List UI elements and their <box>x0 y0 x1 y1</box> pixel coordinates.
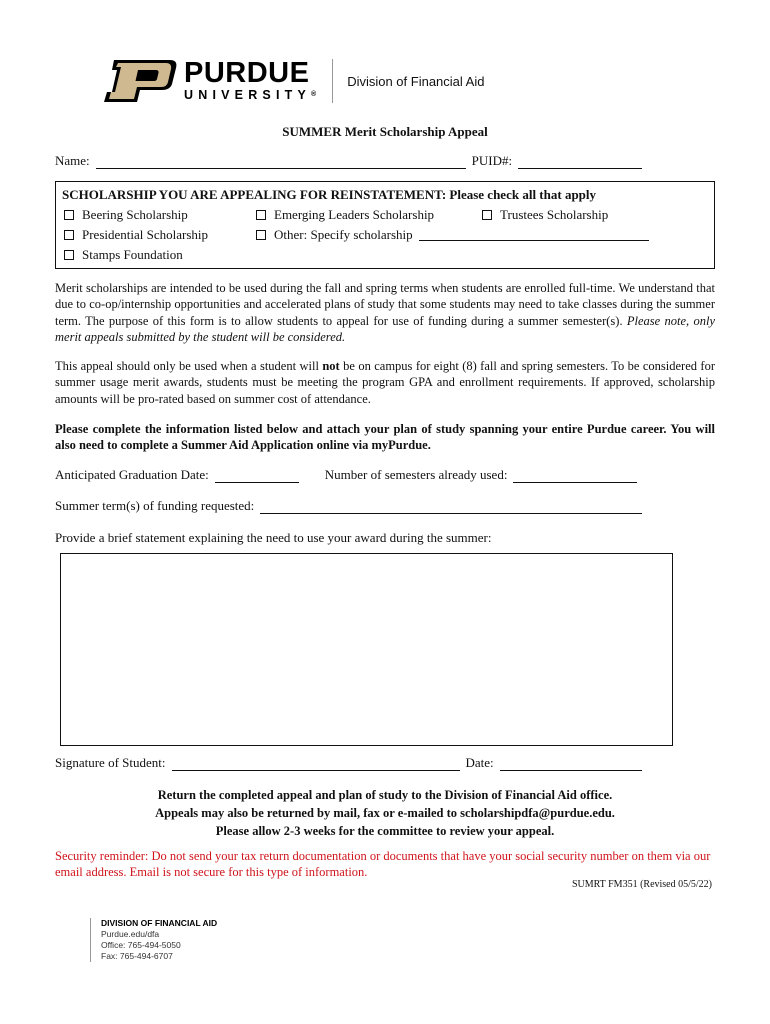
statement-prompt-row <box>55 530 491 546</box>
grad-date-label: Anticipated Graduation Date: <box>55 467 209 482</box>
statement-prompt: Provide a brief statement explaining the need to use your award during the summer: <box>55 530 492 545</box>
name-label: Name: <box>55 153 90 168</box>
signature-field[interactable] <box>172 759 460 771</box>
footer-website: Purdue.edu/dfa <box>101 929 160 939</box>
summer-terms-row <box>55 498 642 514</box>
puid-label: PUID#: <box>471 153 513 168</box>
option-label: Beering Scholarship <box>82 207 188 222</box>
form-revision: SUMRT FM351 (Revised 05/5/22) <box>571 879 712 890</box>
option-presidential[interactable] <box>64 227 208 243</box>
name-field[interactable] <box>96 157 466 169</box>
page-header <box>100 56 484 106</box>
intro-text: Merit scholarships are intended to be used during the fall and spring terms when students are enrolled full-time. We understand that due to co-op/internship opportunities and accelerated plans of study that some students may need to take classes during the summer term. The purpose of this form is to allow students to appeal for use of funding during a summer semester(s). <box>55 281 715 328</box>
intro-paragraph <box>55 280 715 346</box>
checkbox-icon[interactable] <box>256 210 266 220</box>
return-line-1: Return the completed appeal and plan of study to the Division of Financial Aid office. <box>157 788 613 802</box>
return-line-3: Please allow 2-3 weeks for the committee to review your appeal. <box>215 824 555 838</box>
footer-fax: Fax: 765-494-6707 <box>101 951 173 961</box>
option-stamps[interactable] <box>64 247 183 263</box>
scholarship-selection-box <box>55 181 715 269</box>
signature-label: Signature of Student: <box>55 755 166 770</box>
name-row <box>55 153 642 169</box>
option-label: Other: Specify scholarship <box>274 227 413 242</box>
signature-row <box>55 755 642 771</box>
brand-name: PURDUE <box>184 57 310 89</box>
checkbox-icon[interactable] <box>482 210 492 220</box>
option-label: Presidential Scholarship <box>82 227 209 242</box>
footer-office: Office: 765-494-5050 <box>101 940 181 950</box>
brand-sub <box>184 87 316 103</box>
summer-terms-label: Summer term(s) of funding requested: <box>55 498 255 513</box>
date-field[interactable] <box>500 759 642 771</box>
semesters-label: Number of semesters already used: <box>324 467 508 482</box>
eligibility-text-b: be on campus for eight (8) fall and spring semesters. To be considered for summer usage merit awards, students must be meeting the program GPA and enrollment requirements. If approved, scholarship amounts will be pro-rated based on summer cost of attendance. <box>55 359 715 406</box>
security-reminder: Security reminder: Do not send your tax return documentation or documents that have your social security number on them via our email address. Email is not secure for this type of information. <box>55 849 711 880</box>
grad-date-field[interactable] <box>215 471 299 483</box>
eligibility-paragraph <box>55 358 715 407</box>
checkbox-icon[interactable] <box>64 210 74 220</box>
intro-note: Please note, only merit appeals submitted by the student will be considered. <box>55 313 715 345</box>
checkbox-icon[interactable] <box>64 230 74 240</box>
footer-heading: DIVISION OF FINANCIAL AID <box>101 918 218 928</box>
checkbox-icon[interactable] <box>64 250 74 260</box>
return-line-2: Appeals may also be returned by mail, fax or e-mailed to scholarshipdfa@purdue.edu. <box>155 806 615 820</box>
brand-sub-text: UNIVERSITY <box>184 88 312 102</box>
option-other[interactable] <box>256 227 649 243</box>
option-label: Emerging Leaders Scholarship <box>274 207 435 222</box>
header-divider <box>332 59 333 103</box>
summer-terms-field[interactable] <box>260 502 642 514</box>
department-name: Division of Financial Aid <box>347 73 485 89</box>
semesters-field[interactable] <box>513 471 637 483</box>
eligibility-emphasis: not <box>322 359 340 373</box>
form-title: SUMMER Merit Scholarship Appeal <box>282 124 488 139</box>
checkbox-icon[interactable] <box>256 230 266 240</box>
option-label: Stamps Foundation <box>82 247 183 262</box>
instructions-paragraph: Please complete the information listed below and attach your plan of study spanning your entire Purdue career. You will also need to complete a Summer Aid Application online via myPurdue. <box>55 422 715 453</box>
graduation-row <box>55 467 637 483</box>
option-trustees[interactable] <box>482 207 608 223</box>
date-label: Date: <box>465 755 494 770</box>
option-beering[interactable] <box>64 207 188 223</box>
option-emerging-leaders[interactable] <box>256 207 434 223</box>
eligibility-text-a: This appeal should only be used when a student will <box>55 359 323 373</box>
option-label: Trustees Scholarship <box>500 207 609 222</box>
footer-contact <box>90 918 217 962</box>
purdue-p-logo-icon <box>100 58 178 104</box>
scholarship-heading: SCHOLARSHIP YOU ARE APPEALING FOR REINSTATEMENT: Please check all that apply <box>62 187 597 202</box>
statement-textarea[interactable] <box>60 553 673 746</box>
puid-field[interactable] <box>518 157 642 169</box>
brand-wordmark <box>184 59 316 103</box>
other-scholarship-field[interactable] <box>419 229 649 241</box>
registered-mark: ® <box>311 91 317 98</box>
